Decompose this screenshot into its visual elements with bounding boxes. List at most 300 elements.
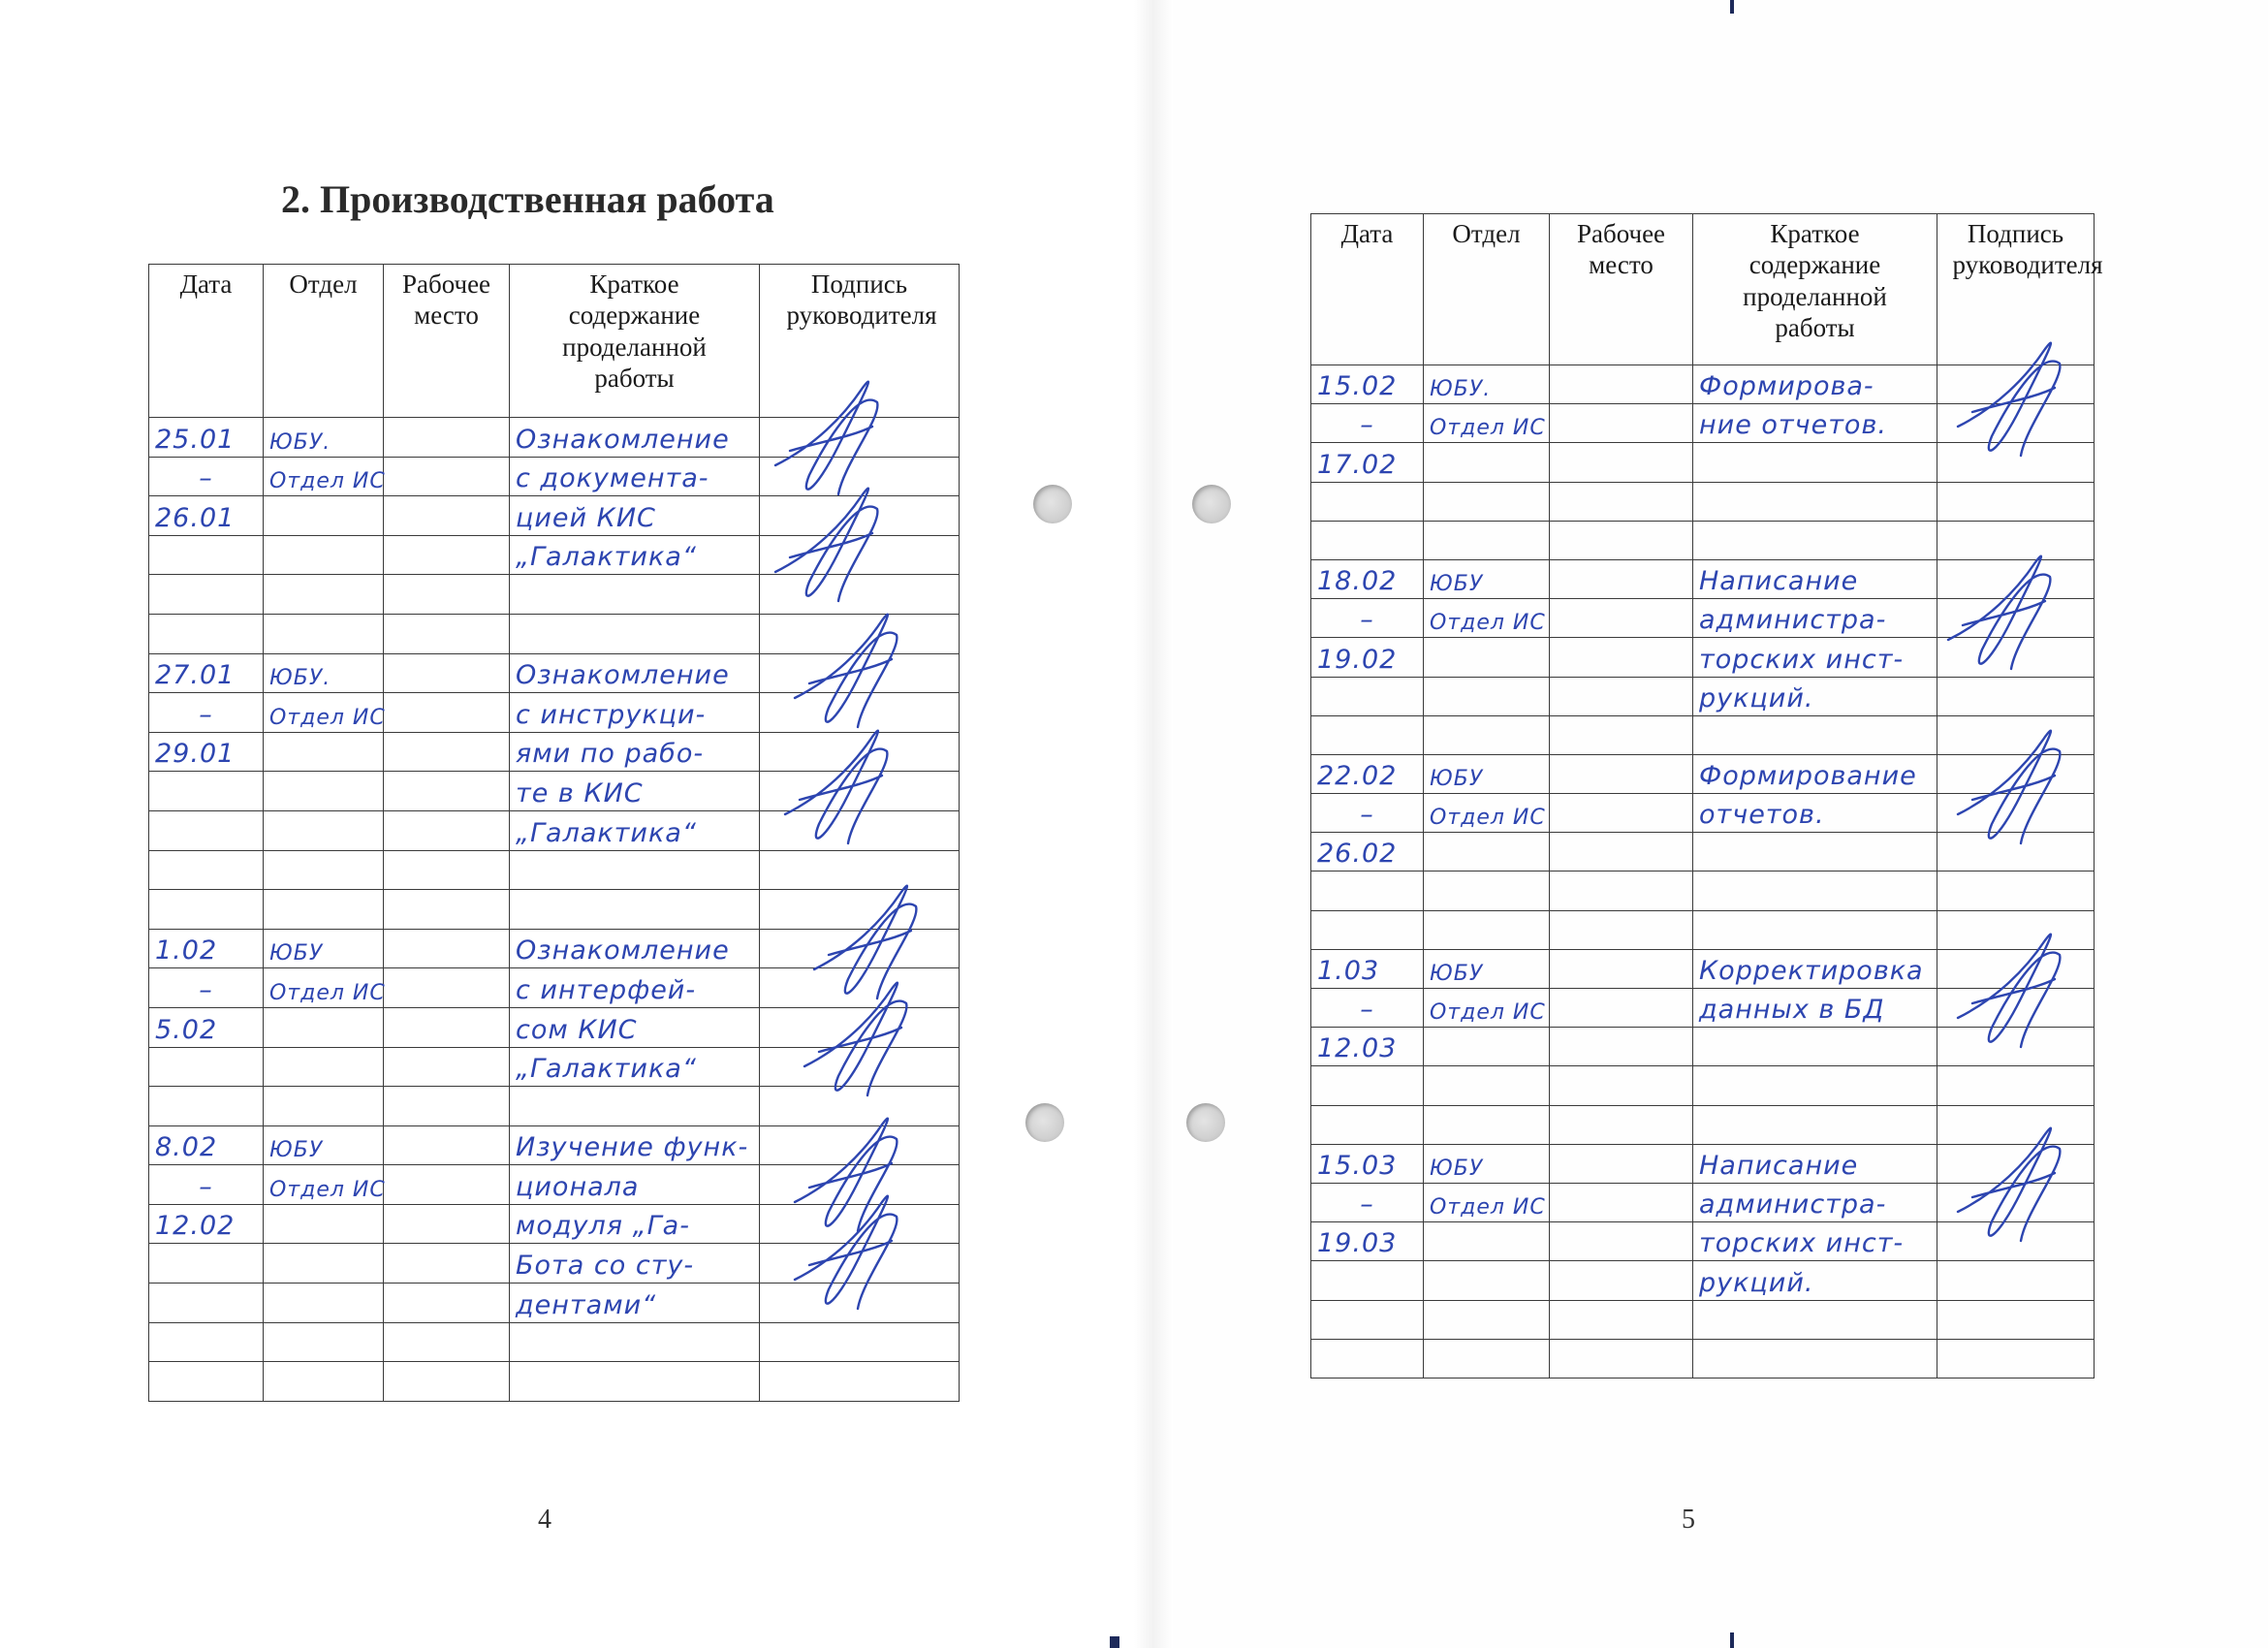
cell-signature	[1937, 365, 2095, 404]
table-row	[149, 614, 960, 653]
cell-date	[149, 890, 264, 930]
cell-summary	[510, 1322, 760, 1362]
table-body-left	[149, 418, 960, 1402]
handwritten-text: с интерфей-	[516, 974, 697, 1005]
cell-workplace	[384, 1087, 510, 1126]
cell-date	[1311, 1028, 1424, 1066]
cell-department	[1424, 1183, 1550, 1221]
handwritten-text: Ознакомление	[516, 424, 730, 455]
cell-date	[149, 850, 264, 890]
cell-workplace	[384, 457, 510, 496]
handwritten-text: Корректировка	[1699, 956, 1924, 986]
cell-department	[264, 732, 384, 772]
handwritten-text: –	[199, 1171, 213, 1202]
cell-department	[264, 418, 384, 458]
journal-table-left	[148, 264, 960, 1402]
cell-date	[149, 1087, 264, 1126]
cell-summary	[1693, 1105, 1937, 1144]
cell-summary	[1693, 1339, 1937, 1378]
table-row	[149, 1125, 960, 1165]
cell-workplace	[1550, 365, 1693, 404]
cell-summary	[1693, 910, 1937, 949]
table-body-right	[1311, 365, 2095, 1379]
handwritten-text: Отдел ИС	[1430, 1195, 1546, 1220]
cell-date	[149, 968, 264, 1008]
table-row	[149, 850, 960, 890]
cell-summary	[510, 1007, 760, 1047]
cell-signature	[1937, 754, 2095, 793]
cell-signature	[760, 535, 960, 575]
cell-workplace	[1550, 1261, 1693, 1300]
cell-summary	[1693, 1183, 1937, 1221]
table-row	[149, 1047, 960, 1087]
cell-date	[1311, 677, 1424, 715]
cell-department	[1424, 521, 1550, 559]
cell-workplace	[1550, 559, 1693, 598]
cell-date	[149, 535, 264, 575]
handwritten-text: 26.02	[1317, 839, 1398, 870]
handwritten-text: 18.02	[1317, 566, 1398, 597]
cell-date	[1311, 1261, 1424, 1300]
page-number-right: 5	[1682, 1505, 1695, 1535]
cell-signature	[1937, 521, 2095, 559]
handwritten-text: ЮБУ	[269, 1138, 324, 1163]
cell-summary	[510, 850, 760, 890]
handwritten-text: ЮБУ.	[269, 429, 331, 455]
cell-workplace	[1550, 1183, 1693, 1221]
cell-date	[149, 1284, 264, 1323]
handwritten-text: Отдел ИС	[1430, 611, 1546, 636]
cell-workplace	[1550, 949, 1693, 988]
cell-department	[1424, 638, 1550, 677]
table-row	[149, 1007, 960, 1047]
cell-summary	[510, 693, 760, 733]
cell-department	[1424, 443, 1550, 482]
cell-signature	[1937, 1300, 2095, 1339]
cell-department	[1424, 1066, 1550, 1105]
cell-workplace	[384, 693, 510, 733]
cell-workplace	[1550, 715, 1693, 754]
cell-signature	[1937, 1028, 2095, 1066]
handwritten-text: Ознакомление	[516, 660, 730, 691]
cell-signature	[1937, 638, 2095, 677]
cell-department	[264, 1125, 384, 1165]
cell-workplace	[1550, 1339, 1693, 1378]
handwritten-text: Отдел ИС	[1430, 806, 1546, 831]
cell-signature	[760, 418, 960, 458]
cell-department	[264, 1087, 384, 1126]
table-row	[1311, 482, 2095, 521]
cell-workplace	[384, 418, 510, 458]
cell-workplace	[384, 496, 510, 536]
cell-signature	[760, 1322, 960, 1362]
table-row	[149, 732, 960, 772]
handwritten-text: Отдел ИС	[269, 705, 386, 730]
cell-date	[149, 653, 264, 693]
cell-department	[264, 968, 384, 1008]
cell-date	[149, 1007, 264, 1047]
handwritten-text: те в КИС	[516, 777, 644, 808]
col-header-department: Отдел	[1424, 214, 1550, 365]
cell-summary	[510, 1125, 760, 1165]
cell-workplace	[384, 1047, 510, 1087]
cell-signature	[1937, 559, 2095, 598]
page-number-left: 4	[538, 1505, 551, 1535]
cell-signature	[1937, 1222, 2095, 1261]
punch-hole	[1192, 485, 1231, 523]
cell-summary	[510, 772, 760, 811]
cell-date	[149, 1362, 264, 1402]
cell-workplace	[1550, 521, 1693, 559]
cell-summary	[1693, 559, 1937, 598]
table-row	[149, 496, 960, 536]
cell-department	[1424, 754, 1550, 793]
cell-department	[264, 772, 384, 811]
cell-date	[1311, 638, 1424, 677]
cell-department	[1424, 559, 1550, 598]
cell-signature	[760, 693, 960, 733]
cell-workplace	[1550, 910, 1693, 949]
table-row	[149, 890, 960, 930]
table-row	[149, 1087, 960, 1126]
cell-summary	[510, 614, 760, 653]
edge-mark	[1730, 1632, 1734, 1648]
table-row	[149, 693, 960, 733]
cell-date	[149, 457, 264, 496]
cell-date	[149, 575, 264, 615]
punch-hole	[1033, 485, 1072, 523]
cell-signature	[1937, 599, 2095, 638]
handwritten-text: цией КИС	[516, 502, 656, 533]
handwritten-text: Написание	[1699, 566, 1859, 597]
handwritten-text: ние отчетов.	[1699, 410, 1887, 441]
table-row	[1311, 1339, 2095, 1378]
cell-summary	[1693, 872, 1937, 910]
cell-workplace	[384, 850, 510, 890]
handwritten-text: дентами“	[516, 1289, 657, 1320]
cell-summary	[1693, 677, 1937, 715]
cell-workplace	[1550, 1144, 1693, 1183]
handwritten-text: 19.02	[1317, 644, 1398, 675]
handwritten-text: Отдел ИС	[269, 1177, 386, 1202]
cell-signature	[760, 1284, 960, 1323]
handwritten-text: ционала	[516, 1171, 640, 1202]
cell-date	[1311, 365, 1424, 404]
cell-signature	[760, 1087, 960, 1126]
cell-date	[1311, 443, 1424, 482]
cell-workplace	[384, 1322, 510, 1362]
handwritten-text: Отдел ИС	[1430, 1000, 1546, 1026]
cell-department	[1424, 404, 1550, 443]
handwritten-text: отчетов.	[1699, 800, 1825, 831]
table-row	[1311, 443, 2095, 482]
cell-summary	[510, 968, 760, 1008]
cell-date	[149, 1322, 264, 1362]
table-row	[1311, 754, 2095, 793]
handwritten-text: Бота со сту-	[516, 1251, 695, 1282]
cell-summary	[1693, 715, 1937, 754]
cell-date	[149, 772, 264, 811]
cell-date	[1311, 404, 1424, 443]
handwritten-text: Отдел ИС	[1430, 416, 1546, 441]
handwritten-text: Отдел ИС	[269, 980, 386, 1005]
cell-department	[264, 810, 384, 850]
cell-summary	[1693, 794, 1937, 833]
cell-signature	[760, 1007, 960, 1047]
table-row	[1311, 677, 2095, 715]
cell-workplace	[384, 575, 510, 615]
handwritten-text: Изучение функ-	[516, 1132, 749, 1163]
binding-gutter	[1134, 0, 1173, 1648]
handwritten-text: 19.03	[1317, 1228, 1398, 1259]
cell-summary	[1693, 638, 1937, 677]
cell-summary	[510, 1244, 760, 1284]
cell-date	[149, 1244, 264, 1284]
cell-summary	[510, 496, 760, 536]
cell-summary	[510, 457, 760, 496]
cell-date	[149, 614, 264, 653]
cell-workplace	[1550, 443, 1693, 482]
cell-summary	[1693, 989, 1937, 1028]
cell-summary	[510, 1087, 760, 1126]
handwritten-text: ЮБУ	[1430, 1156, 1484, 1181]
table-row	[149, 418, 960, 458]
cell-department	[264, 1284, 384, 1323]
table-row	[1311, 794, 2095, 833]
table-row	[1311, 1261, 2095, 1300]
cell-department	[1424, 365, 1550, 404]
handwritten-text: 29.01	[155, 739, 236, 770]
cell-signature	[760, 614, 960, 653]
cell-department	[1424, 910, 1550, 949]
handwritten-text: Формирование	[1699, 761, 1917, 792]
cell-summary	[1693, 833, 1937, 872]
cell-signature	[760, 890, 960, 930]
col-header-signature: Подпись руководителя	[1937, 214, 2095, 365]
handwritten-text: 8.02	[155, 1132, 218, 1163]
cell-date	[149, 810, 264, 850]
table-row	[1311, 910, 2095, 949]
table-row	[149, 1362, 960, 1402]
cell-signature	[760, 653, 960, 693]
handwritten-text: 26.01	[155, 502, 236, 533]
cell-department	[264, 1165, 384, 1205]
cell-workplace	[384, 772, 510, 811]
table-row	[149, 1244, 960, 1284]
cell-workplace	[1550, 989, 1693, 1028]
handwritten-text: –	[199, 699, 213, 730]
table-row	[149, 575, 960, 615]
cell-signature	[760, 810, 960, 850]
cell-signature	[1937, 1183, 2095, 1221]
cell-summary	[1693, 949, 1937, 988]
cell-workplace	[1550, 1300, 1693, 1339]
table-row	[149, 653, 960, 693]
cell-summary	[1693, 599, 1937, 638]
cell-summary	[510, 1204, 760, 1244]
table-row	[1311, 404, 2095, 443]
cell-signature	[1937, 949, 2095, 988]
cell-signature	[760, 496, 960, 536]
cell-department	[264, 1322, 384, 1362]
handwritten-text: данных в БД	[1699, 995, 1885, 1026]
table-row	[1311, 1105, 2095, 1144]
table-row	[149, 929, 960, 968]
cell-workplace	[1550, 404, 1693, 443]
handwritten-text: 15.03	[1317, 1150, 1398, 1181]
cell-summary	[1693, 443, 1937, 482]
cell-department	[1424, 833, 1550, 872]
handwritten-text: –	[199, 974, 213, 1005]
table-row	[1311, 1222, 2095, 1261]
cell-summary	[510, 1047, 760, 1087]
handwritten-text: Ознакомление	[516, 935, 730, 967]
cell-signature	[1937, 482, 2095, 521]
cell-workplace	[384, 1204, 510, 1244]
cell-date	[149, 496, 264, 536]
table-row	[149, 810, 960, 850]
cell-summary	[510, 575, 760, 615]
cell-department	[1424, 715, 1550, 754]
handwritten-text: ЮБУ	[1430, 767, 1484, 792]
cell-signature	[760, 1047, 960, 1087]
cell-workplace	[1550, 1222, 1693, 1261]
cell-date	[149, 1047, 264, 1087]
handwritten-text: „Галактика“	[516, 542, 697, 573]
cell-workplace	[384, 614, 510, 653]
punch-hole	[1025, 1103, 1064, 1142]
handwritten-text: –	[1360, 800, 1374, 831]
handwritten-text: 25.01	[155, 424, 236, 455]
cell-signature	[1937, 715, 2095, 754]
handwritten-text: торских инст-	[1699, 1228, 1905, 1259]
cell-date	[1311, 1144, 1424, 1183]
cell-signature	[1937, 794, 2095, 833]
table-row	[149, 1284, 960, 1323]
handwritten-text: 5.02	[155, 1014, 218, 1045]
handwritten-text: 1.02	[155, 935, 218, 967]
table-row	[1311, 599, 2095, 638]
handwritten-text: –	[1360, 605, 1374, 636]
cell-workplace	[384, 1362, 510, 1402]
cell-date	[1311, 989, 1424, 1028]
cell-summary	[1693, 482, 1937, 521]
handwritten-text: ями по рабо-	[516, 739, 705, 770]
cell-department	[264, 850, 384, 890]
cell-department	[1424, 1300, 1550, 1339]
cell-date	[1311, 833, 1424, 872]
col-header-summary: Краткое содержание проделанной работы	[1693, 214, 1937, 365]
cell-department	[1424, 949, 1550, 988]
table-row	[1311, 1300, 2095, 1339]
handwritten-text: Отдел ИС	[269, 469, 386, 494]
table-row	[149, 968, 960, 1008]
cell-workplace	[1550, 638, 1693, 677]
col-header-workplace: Рабочее место	[384, 265, 510, 418]
cell-workplace	[1550, 833, 1693, 872]
cell-signature	[760, 1204, 960, 1244]
edge-mark	[1110, 1636, 1119, 1648]
cell-signature	[760, 732, 960, 772]
handwritten-text: 17.02	[1317, 449, 1398, 480]
handwritten-text: 1.03	[1317, 956, 1380, 986]
handwritten-text: ЮБУ.	[269, 666, 331, 691]
cell-summary	[510, 890, 760, 930]
table-row	[1311, 989, 2095, 1028]
handwritten-text: ЮБУ	[269, 941, 324, 967]
table-row	[1311, 872, 2095, 910]
handwritten-text: ЮБУ	[1430, 572, 1484, 597]
cell-department	[264, 1362, 384, 1402]
cell-department	[1424, 677, 1550, 715]
handwritten-text: „Галактика“	[516, 1054, 697, 1085]
handwritten-text: модуля „Га-	[516, 1211, 690, 1242]
cell-date	[1311, 754, 1424, 793]
cell-workplace	[1550, 482, 1693, 521]
cell-date	[1311, 715, 1424, 754]
cell-signature	[1937, 1144, 2095, 1183]
cell-workplace	[384, 732, 510, 772]
cell-department	[1424, 1028, 1550, 1066]
cell-date	[1311, 521, 1424, 559]
cell-department	[264, 1204, 384, 1244]
cell-department	[264, 929, 384, 968]
cell-workplace	[1550, 677, 1693, 715]
cell-signature	[1937, 1261, 2095, 1300]
cell-department	[1424, 1105, 1550, 1144]
cell-date	[1311, 1183, 1424, 1221]
cell-signature	[760, 968, 960, 1008]
cell-summary	[1693, 1300, 1937, 1339]
cell-signature	[1937, 1339, 2095, 1378]
cell-department	[264, 653, 384, 693]
table-row	[149, 457, 960, 496]
table-row	[1311, 559, 2095, 598]
handwritten-text: 12.03	[1317, 1033, 1398, 1064]
cell-summary	[1693, 754, 1937, 793]
cell-signature	[760, 772, 960, 811]
cell-date	[1311, 794, 1424, 833]
punch-hole	[1186, 1103, 1225, 1142]
cell-summary	[510, 732, 760, 772]
table-row	[1311, 1066, 2095, 1105]
cell-date	[1311, 1339, 1424, 1378]
col-header-date: Дата	[1311, 214, 1424, 365]
cell-date	[1311, 599, 1424, 638]
cell-signature	[760, 1125, 960, 1165]
cell-workplace	[1550, 1028, 1693, 1066]
cell-department	[264, 693, 384, 733]
table-row	[1311, 833, 2095, 872]
handwritten-text: ЮБУ.	[1430, 377, 1492, 402]
handwritten-text: с инструкци-	[516, 699, 707, 730]
cell-department	[1424, 872, 1550, 910]
table-row	[149, 772, 960, 811]
cell-workplace	[384, 1165, 510, 1205]
table-row	[1311, 1028, 2095, 1066]
cell-workplace	[1550, 754, 1693, 793]
cell-department	[264, 614, 384, 653]
cell-signature	[1937, 833, 2095, 872]
col-header-signature: Подпись руководителя	[760, 265, 960, 418]
cell-signature	[1937, 989, 2095, 1028]
cell-date	[1311, 910, 1424, 949]
cell-summary	[510, 535, 760, 575]
cell-summary	[1693, 404, 1937, 443]
cell-date	[1311, 1066, 1424, 1105]
cell-summary	[1693, 1144, 1937, 1183]
col-header-department: Отдел	[264, 265, 384, 418]
